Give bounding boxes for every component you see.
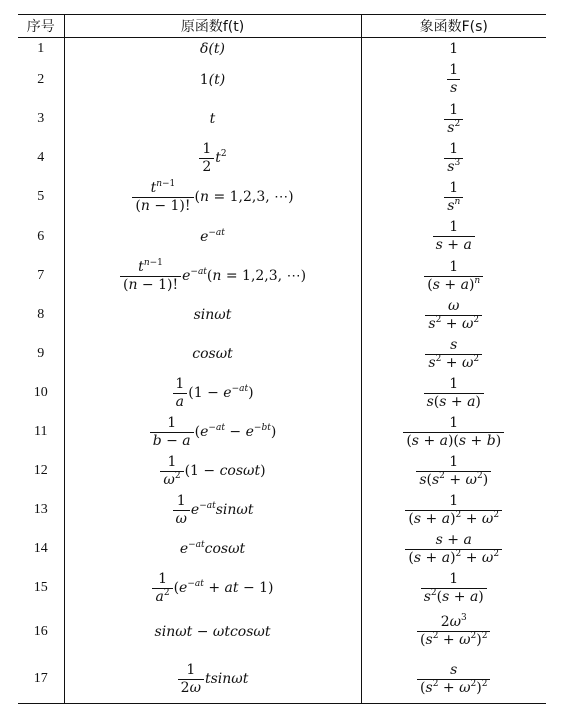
image-function: $\frac{s}{(s^2 + \omega^2)^2}$ [361,656,546,704]
laplace-transform-table-container [18,14,546,704]
original-function: $\frac{1}{a^2}$ ($e^{-at}$ + at − 1) [64,569,361,608]
original-function: $\frac{1}{\omega}$ $e^{-at}\sin\omega t$ [64,491,361,530]
image-function: $\frac{s + a}{(s + a)^2 + \omega^2}$ [361,530,546,569]
table-row [18,656,546,704]
table-row [18,530,546,569]
original-function: $e^{-at}$ [64,217,361,257]
row-index: 3 [18,100,64,139]
row-index: 11 [18,413,64,452]
header-index: 序号 [18,15,64,38]
image-function: $\frac{1}{s^3}$ [361,139,546,178]
table-row [18,60,546,100]
row-index: 17 [18,656,64,704]
table-row [18,608,546,656]
original-function: $\frac{t^{n-1}}{(n - 1)!}$ $e^{-at}(n = 1,2,3$, ⋯) [64,257,361,296]
table-row [18,569,546,608]
laplace-transform-table [18,14,546,704]
original-function: sinωt [64,296,361,335]
original-function: δ(t) [64,38,361,60]
image-function: $\frac{1}{(s + a)^n}$ [361,257,546,296]
original-function: $\frac{1}{b - a}$ $(e^{-at} - e^{-bt})$ [64,413,361,452]
image-function: $\frac{1}{s^2}$ [361,100,546,139]
row-index: 7 [18,257,64,296]
table-row [18,139,546,178]
header-original-function: 原函数f(t) [64,15,361,38]
row-index: 2 [18,60,64,100]
table-row [18,374,546,413]
row-index: 8 [18,296,64,335]
row-index: 6 [18,217,64,257]
original-function: $\frac{t^{n-1}}{(n - 1)!}$ (n = 1,2,3, ⋯) [64,178,361,217]
table-row [18,335,546,374]
table-header-row [18,15,546,38]
image-function: $\frac{s}{s^2 + \omega^2}$ [361,335,546,374]
original-function: $\frac{1}{2}$ $t^2$ [64,139,361,178]
row-index: 12 [18,452,64,491]
image-function: $\frac{1}{s^n}$ [361,178,546,217]
row-index: 1 [18,38,64,60]
original-function: $\frac{1}{a}$ $(1 - e^{-at})$ [64,374,361,413]
original-function: $e^{-at}\cos\omega t$ [64,530,361,569]
original-function: t [64,100,361,139]
table-row [18,452,546,491]
original-function: 1(t) [64,60,361,100]
image-function: $\frac{\omega}{s^2 + \omega^2}$ [361,296,546,335]
image-function: 1 [449,40,459,57]
table-row [18,217,546,257]
table-row [18,100,546,139]
original-function: $\frac{1}{2\omega}$ tsinωt [64,656,361,704]
image-function: $\frac{1}{s(s^2 + \omega^2)}$ [361,452,546,491]
image-function: $\frac{1}{s^2(s + a)}$ [361,569,546,608]
image-function: $\frac{1}{s + a}$ [361,217,546,257]
row-index: 10 [18,374,64,413]
header-image-function: 象函数F(s) [361,15,546,38]
image-function: $\frac{1}{s(s + a)}$ [361,374,546,413]
row-index: 15 [18,569,64,608]
table-row [18,491,546,530]
original-function: $\frac{1}{\omega^2}$ (1 − cosωt) [64,452,361,491]
row-index: 14 [18,530,64,569]
original-function: cosωt [64,335,361,374]
table-row [18,178,546,217]
row-index: 4 [18,139,64,178]
table-row [18,38,546,60]
row-index: 16 [18,608,64,656]
image-function: $\frac{1}{(s + a)(s + b)}$ [361,413,546,452]
image-function: $\frac{1}{s}$ [361,60,546,100]
table-row [18,296,546,335]
table-row [18,257,546,296]
row-index: 13 [18,491,64,530]
image-function: $\frac{2\omega^3}{(s^2 + \omega^2)^2}$ [361,608,546,656]
table-row [18,413,546,452]
original-function: sinωt − ωtcosωt [64,608,361,656]
row-index: 5 [18,178,64,217]
row-index: 9 [18,335,64,374]
image-function: $\frac{1}{(s + a)^2 + \omega^2}$ [361,491,546,530]
